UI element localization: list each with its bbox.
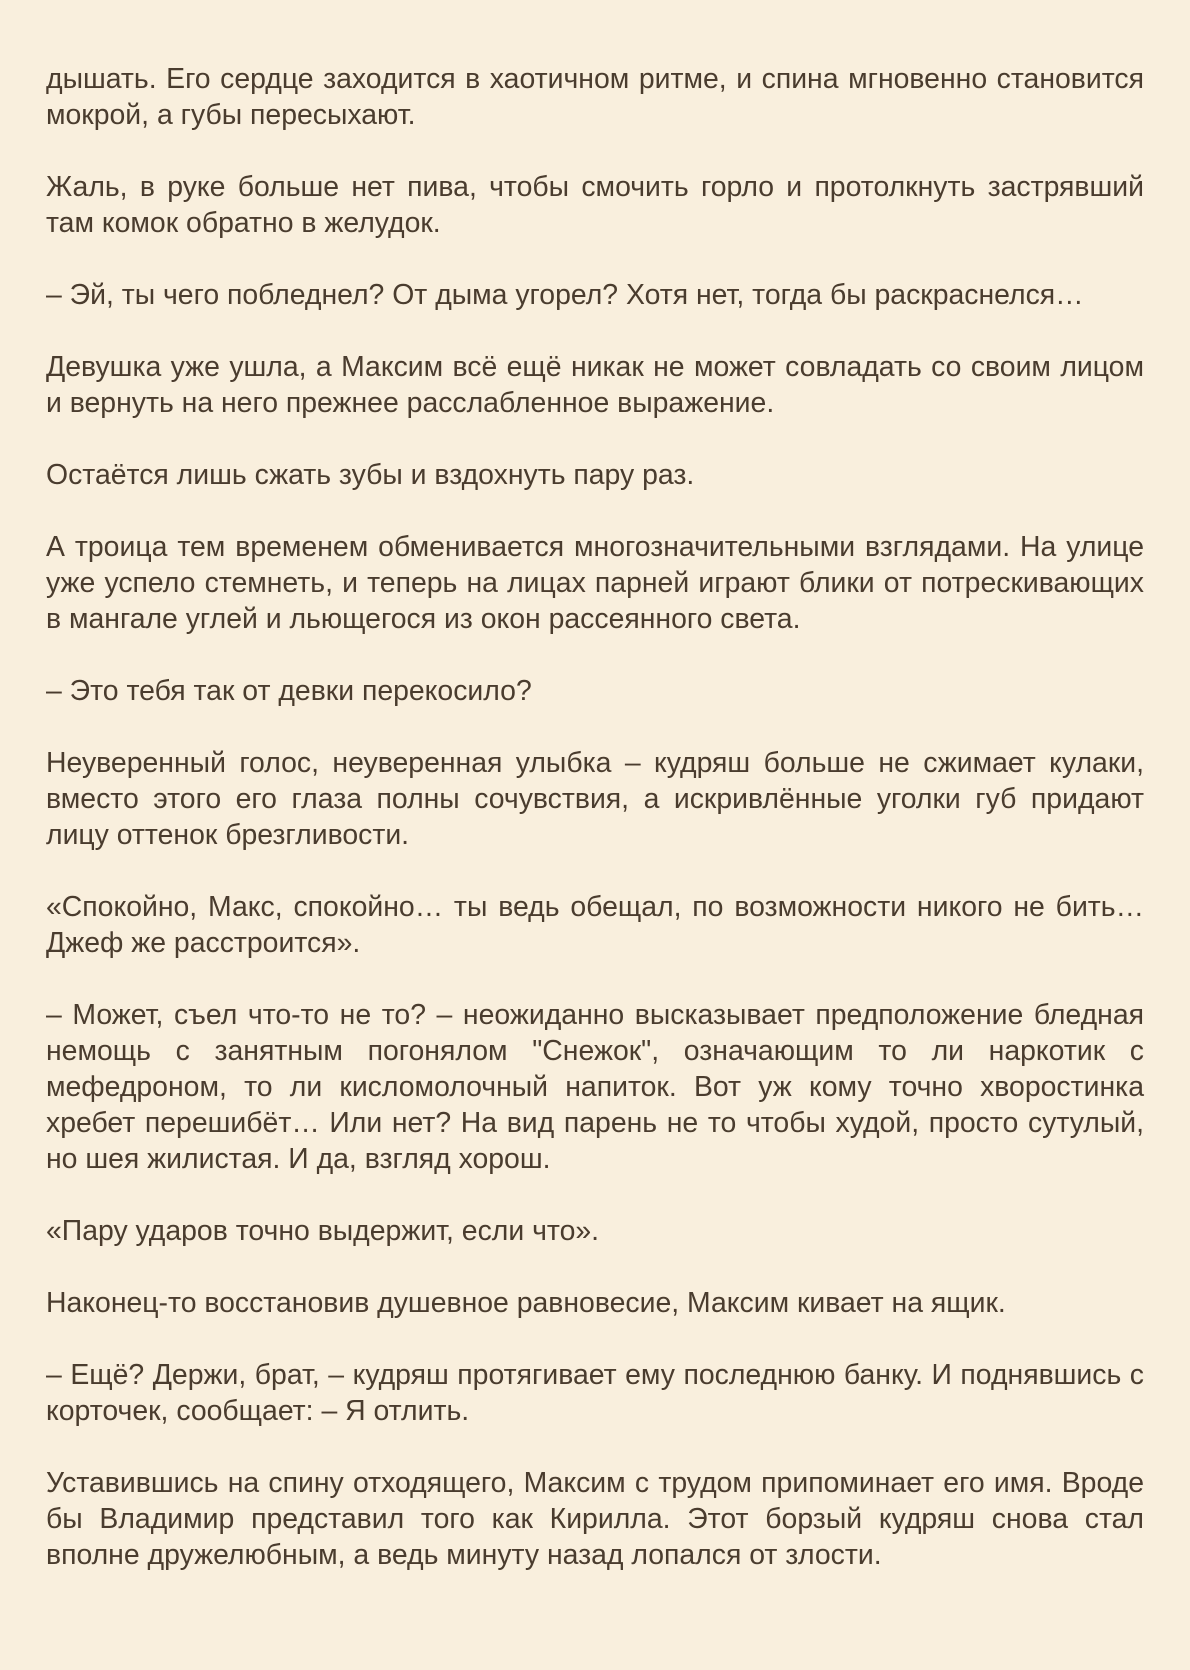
- paragraph-6: А троица тем временем обменивается многозначительными взглядами. На улице уже успело стемнеть, и теперь на лицах парней играют блики от потрескивающих в мангале углей и льющегося из окон рассеянного света.: [46, 531, 1144, 635]
- paragraph-4: Девушка уже ушла, а Максим всё ещё никак не может совладать со своим лицом и вернуть на него прежнее расслабленное выражение.: [46, 351, 1144, 419]
- paragraph-9: «Спокойно, Макс, спокойно… ты ведь обещал, по возможности никого не бить… Джеф же расстроится».: [46, 891, 1144, 959]
- paragraph-3: – Эй, ты чего побледнел? От дыма угорел? Хотя нет, тогда бы раскраснелся…: [46, 279, 1084, 311]
- paragraph-12: Наконец-то восстановив душевное равновесие, Максим кивает на ящик.: [46, 1287, 1006, 1319]
- paragraph-10: – Может, съел что-то не то? – неожиданно высказывает предположение бледная немощь с занятным погонялом "Снежок", означающим то ли наркотик с мефедроном, то ли кисломолочный напиток. Вот уж кому точно хворостинка хребет перешибёт… Или нет? На вид парень не то чтобы худой, просто сутулый, но шея жилистая. И да, взгляд хорош.: [46, 999, 1144, 1175]
- paragraph-11: «Пару ударов точно выдержит, если что».: [46, 1215, 600, 1247]
- paragraph-14: Уставившись на спину отходящего, Максим с трудом припоминает его имя. Вроде бы Владимир представил того как Кирилла. Этот борзый кудряш снова стал вполне дружелюбным, а ведь минуту назад лопался от злости.: [46, 1467, 1144, 1571]
- paragraph-8: Неуверенный голос, неуверенная улыбка – кудряш больше не сжимает кулаки, вместо этого его глаза полны сочувствия, а искривлённые уголки губ придают лицу оттенок брезгливости.: [46, 747, 1144, 851]
- paragraph-1: дышать. Его сердце заходится в хаотичном ритме, и спина мгновенно становится мокрой, а губы пересыхают.: [46, 63, 1144, 131]
- paragraph-2: Жаль, в руке больше нет пива, чтобы смочить горло и протолкнуть застрявший там комок обратно в желудок.: [46, 171, 1144, 239]
- book-page: [46, 61, 1144, 1609]
- paragraph-13: – Ещё? Держи, брат, – кудряш протягивает ему последнюю банку. И поднявшись с корточек, сообщает: – Я отлить.: [46, 1359, 1144, 1427]
- paragraph-5: Остаётся лишь сжать зубы и вздохнуть пару раз.: [46, 459, 695, 491]
- paragraph-7: – Это тебя так от девки перекосило?: [46, 675, 532, 707]
